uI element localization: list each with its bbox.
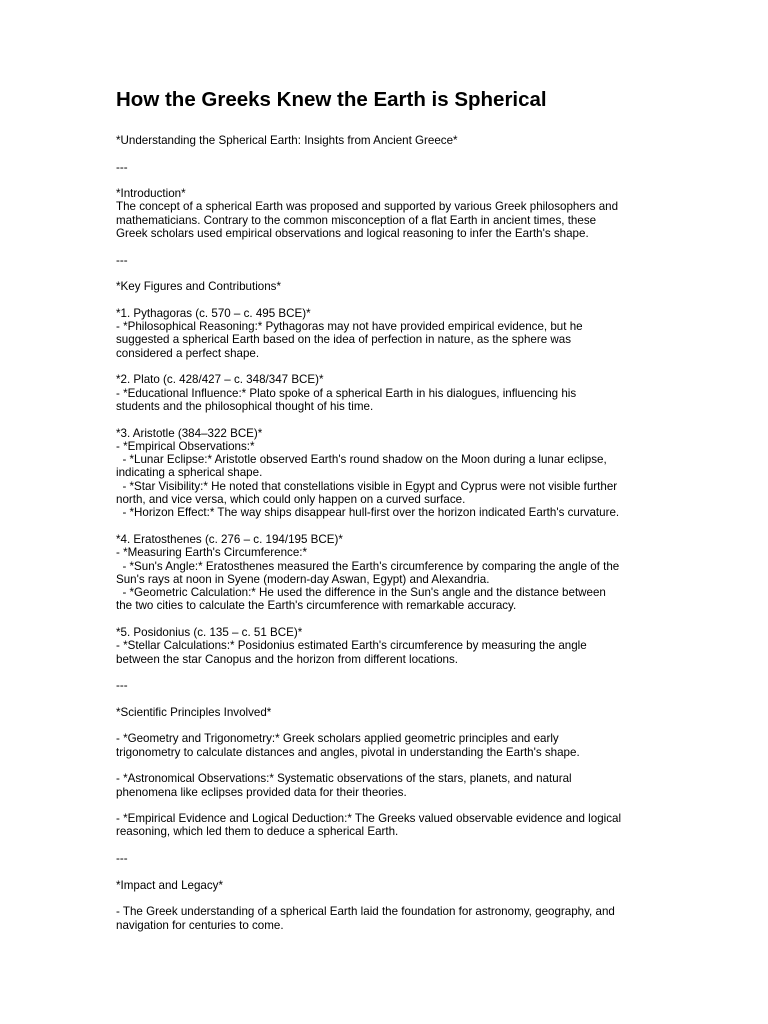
page-title: How the Greeks Knew the Earth is Spherical <box>116 88 547 111</box>
text-line: - *Star Visibility:* He noted that constellations visible in Egypt and Cyprus were not visible further <box>116 479 618 493</box>
blank-line <box>116 892 656 905</box>
section-divider: --- <box>116 253 128 267</box>
text-line: navigation for centuries to come. <box>116 918 284 932</box>
blank-line <box>116 865 656 878</box>
text-line: *2. Plato (c. 428/427 – c. 348/347 BCE)* <box>116 373 324 387</box>
blank-line <box>116 267 656 280</box>
text-line: - The Greek understanding of a spherical Earth laid the foundation for astronomy, geography, and <box>116 905 615 919</box>
text-line: - *Empirical Observations:* <box>116 439 255 453</box>
section-divider: --- <box>116 852 128 866</box>
blank-line <box>116 520 656 533</box>
text-line: mathematicians. Contrary to the common misconception of a flat Earth in ancient times, these <box>116 213 597 227</box>
text-line: *Key Figures and Contributions* <box>116 280 281 294</box>
text-line: *Scientific Principles Involved* <box>116 705 272 719</box>
blank-line <box>116 240 656 253</box>
text-line: suggested a spherical Earth based on the idea of perfection in nature, as the sphere was <box>116 333 572 347</box>
text-line: *3. Aristotle (384–322 BCE)* <box>116 426 263 440</box>
text-line: *Impact and Legacy* <box>116 878 223 892</box>
text-line: *1. Pythagoras (c. 570 – c. 495 BCE)* <box>116 306 311 320</box>
text-line: - *Stellar Calculations:* Posidonius estimated Earth's circumference by measuring the angle <box>116 639 587 653</box>
text-line: - *Lunar Eclipse:* Aristotle observed Earth's round shadow on the Moon during a lunar eclipse, <box>116 453 607 467</box>
text-line: The concept of a spherical Earth was proposed and supported by various Greek philosophers and <box>116 200 619 214</box>
text-line: - *Sun's Angle:* Eratosthenes measured the Earth's circumference by comparing the angle of the <box>116 559 620 573</box>
document-page <box>116 86 656 932</box>
blank-line <box>116 613 656 626</box>
blank-line <box>116 294 656 307</box>
blank-line <box>116 692 656 705</box>
text-line: Greek scholars used empirical observations and logical reasoning to infer the Earth's shape. <box>116 227 589 241</box>
section-divider: --- <box>116 160 128 174</box>
text-line: north, and vice versa, which could only happen on a curved surface. <box>116 493 466 507</box>
text-line: - *Philosophical Reasoning:* Pythagoras may not have provided empirical evidence, but he <box>116 320 583 334</box>
text-line: *5. Posidonius (c. 135 – c. 51 BCE)* <box>116 625 303 639</box>
text-line: the two cities to calculate the Earth's circumference with remarkable accuracy. <box>116 599 517 613</box>
text-line: considered a perfect shape. <box>116 346 260 360</box>
blank-line <box>116 839 656 852</box>
text-line: trigonometry to calculate distances and angles, pivotal in understanding the Earth's shape. <box>116 745 580 759</box>
text-line: Sun's rays at noon in Syene (modern-day Aswan, Egypt) and Alexandria. <box>116 572 490 586</box>
blank-line <box>116 759 656 772</box>
text-line: students and the philosophical thought of his time. <box>116 399 374 413</box>
blank-line <box>116 147 656 160</box>
blank-line <box>116 174 656 187</box>
text-line: - *Empirical Evidence and Logical Deduction:* The Greeks valued observable evidence and logical <box>116 812 622 826</box>
blank-line <box>116 666 656 679</box>
text-line: - *Horizon Effect:* The way ships disappear hull-first over the horizon indicated Earth's curvature. <box>116 506 620 520</box>
text-line: - *Educational Influence:* Plato spoke of a spherical Earth in his dialogues, influencing his <box>116 386 577 400</box>
text-line: between the star Canopus and the horizon from different locations. <box>116 652 459 666</box>
blank-line <box>116 360 656 373</box>
text-line: - *Measuring Earth's Circumference:* <box>116 546 308 560</box>
text-line: phenomena like eclipses provided data for their theories. <box>116 785 407 799</box>
text-line: - *Geometric Calculation:* He used the difference in the Sun's angle and the distance between <box>116 586 606 600</box>
text-line: indicating a spherical shape. <box>116 466 263 480</box>
text-line: reasoning, which led them to deduce a spherical Earth. <box>116 825 399 839</box>
text-line: - *Astronomical Observations:* Systematic observations of the stars, planets, and natural <box>116 772 572 786</box>
text-line: *4. Eratosthenes (c. 276 – c. 194/195 BCE)* <box>116 532 343 546</box>
blank-line <box>116 719 656 732</box>
text-line: *Understanding the Spherical Earth: Insights from Ancient Greece* <box>116 134 458 147</box>
text-line: - *Geometry and Trigonometry:* Greek scholars applied geometric principles and early <box>116 732 559 746</box>
document-body <box>116 134 656 932</box>
blank-line <box>116 799 656 812</box>
text-line: *Introduction* <box>116 187 186 201</box>
section-divider: --- <box>116 679 128 693</box>
blank-line <box>116 413 656 426</box>
